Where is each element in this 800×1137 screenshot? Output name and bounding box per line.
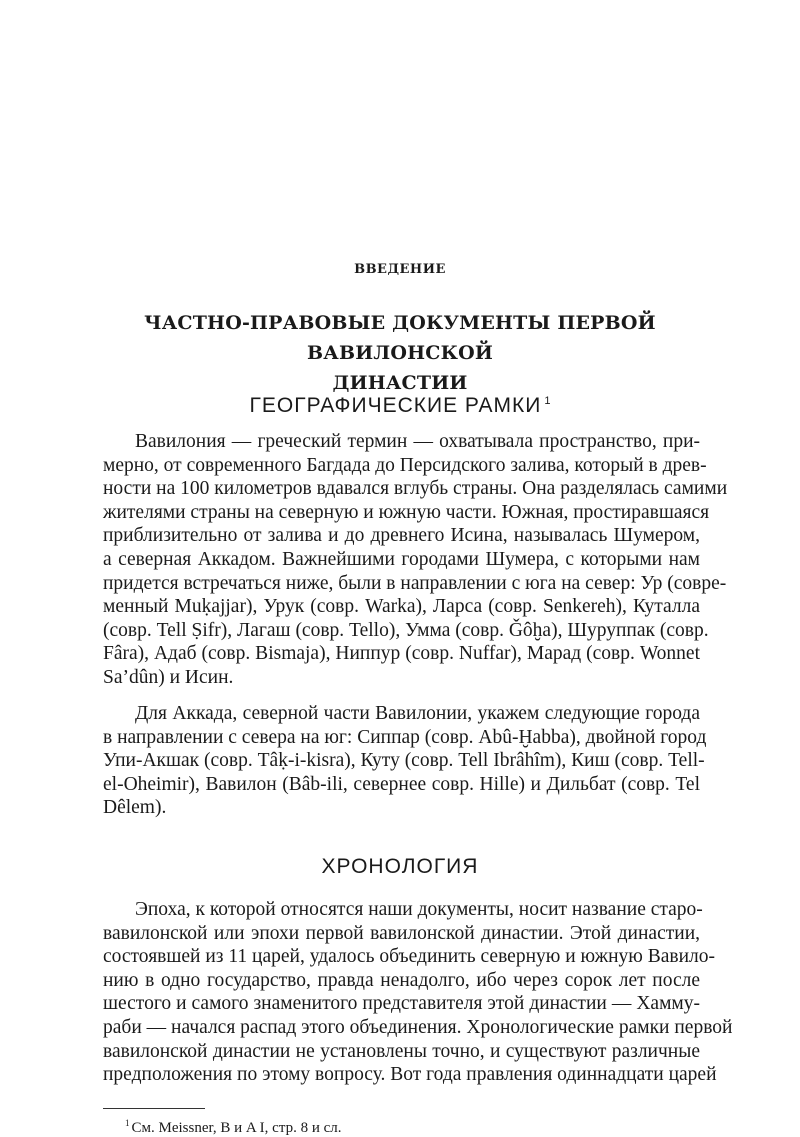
- footnote-divider: [103, 1108, 205, 1109]
- text-line: Вавилония — греческий термин — охватывала пространство, при-: [135, 431, 700, 452]
- paragraph-geography-south: [103, 430, 728, 690]
- text-line: в направлении с севера на юг: Сиппар (совр. Abû-Ḫabba), двойной город: [103, 726, 707, 748]
- text-line: шестого и самого знаменитого представителя этой династии — Хамму-: [103, 993, 700, 1015]
- text-line: состоявшей из 11 царей, удалось объединить северную и южную Вавило-: [103, 946, 715, 968]
- heading-geography: [0, 394, 800, 418]
- footnote-text: См. Meissner, B и A I, стр. 8 и сл.: [131, 1120, 342, 1136]
- title-line: ЧАСТНО-ПРАВОВЫЕ ДОКУМЕНТЫ ПЕРВОЙ ВАВИЛОНСКОЙ: [144, 312, 656, 364]
- paragraph-geography-north: [103, 702, 707, 820]
- footnote-mark: 1: [125, 1118, 130, 1128]
- heading-geography-text: ГЕОГРАФИЧЕСКИЕ РАМКИ: [249, 394, 542, 417]
- footnote: [125, 1118, 342, 1137]
- text-line: Fâra), Адаб (совр. Bismaja), Ниппур (совр. Nuffar), Марад (совр. Wonnet: [103, 643, 700, 665]
- text-line: нию в одно государство, правда ненадолго, ибо через сорок лет после: [103, 969, 700, 991]
- text-line: Упи-Акшак (совр. Tâḳ-i-kisra), Куту (совр. Tell Ibrâhîm), Киш (совр. Tell-: [103, 750, 705, 772]
- paragraph-chronology: [103, 898, 733, 1087]
- text-line: приблизительно от залива и до древнего Исина, называлась Шумером,: [103, 525, 700, 547]
- title-line: ДИНАСТИИ: [332, 372, 468, 394]
- text-line: (совр. Tell Ṣifr), Лагаш (совр. Tello), Умма (совр. Ǧôḫa), Шуруппак (совр.: [103, 619, 709, 641]
- text-line: Для Аккада, северной части Вавилонии, укажем следующие города: [135, 703, 700, 724]
- text-line: придется встречаться ниже, были в направлении с юга на север: Ур (совре-: [103, 572, 727, 594]
- main-title: [60, 308, 740, 398]
- text-line: мерно, от современного Багдада до Персидского залива, который в древ-: [103, 454, 707, 476]
- text-line: Эпоха, к которой относятся наши документы, носит название старо-: [135, 899, 703, 920]
- text-line: раби — начался распад этого объединения. Хронологические рамки первой: [103, 1016, 733, 1038]
- footnote-ref: 1: [544, 395, 551, 407]
- text-line: ности на 100 километров вдавался вглубь страны. Она разделялась самими: [103, 478, 728, 500]
- section-label: ВВЕДЕНИЕ: [354, 262, 446, 277]
- text-line: Sa’dûn) и Исин.: [103, 666, 234, 688]
- heading-chronology: ХРОНОЛОГИЯ: [321, 855, 479, 878]
- text-line: el-Oheimir), Вавилон (Bâb-ili, севернее совр. Hille) и Дильбат (совр. Tel: [103, 773, 700, 795]
- text-line: а северная Аккадом. Важнейшими городами Шумера, с которыми нам: [103, 548, 700, 570]
- text-line: жителями страны на северную и южную части. Южная, простиравшаяся: [103, 501, 710, 523]
- text-line: предположения по этому вопросу. Вот года правления одиннадцати царей: [103, 1064, 717, 1086]
- text-line: вавилонской династии не установлены точно, и существуют различные: [103, 1040, 700, 1062]
- text-line: менный Muḳajjar), Урук (совр. Warka), Ларса (совр. Senkereh), Куталла: [103, 596, 700, 618]
- text-line: Dêlem).: [103, 797, 167, 819]
- text-line: вавилонской или эпохи первой вавилонской династии. Этой династии,: [103, 922, 700, 944]
